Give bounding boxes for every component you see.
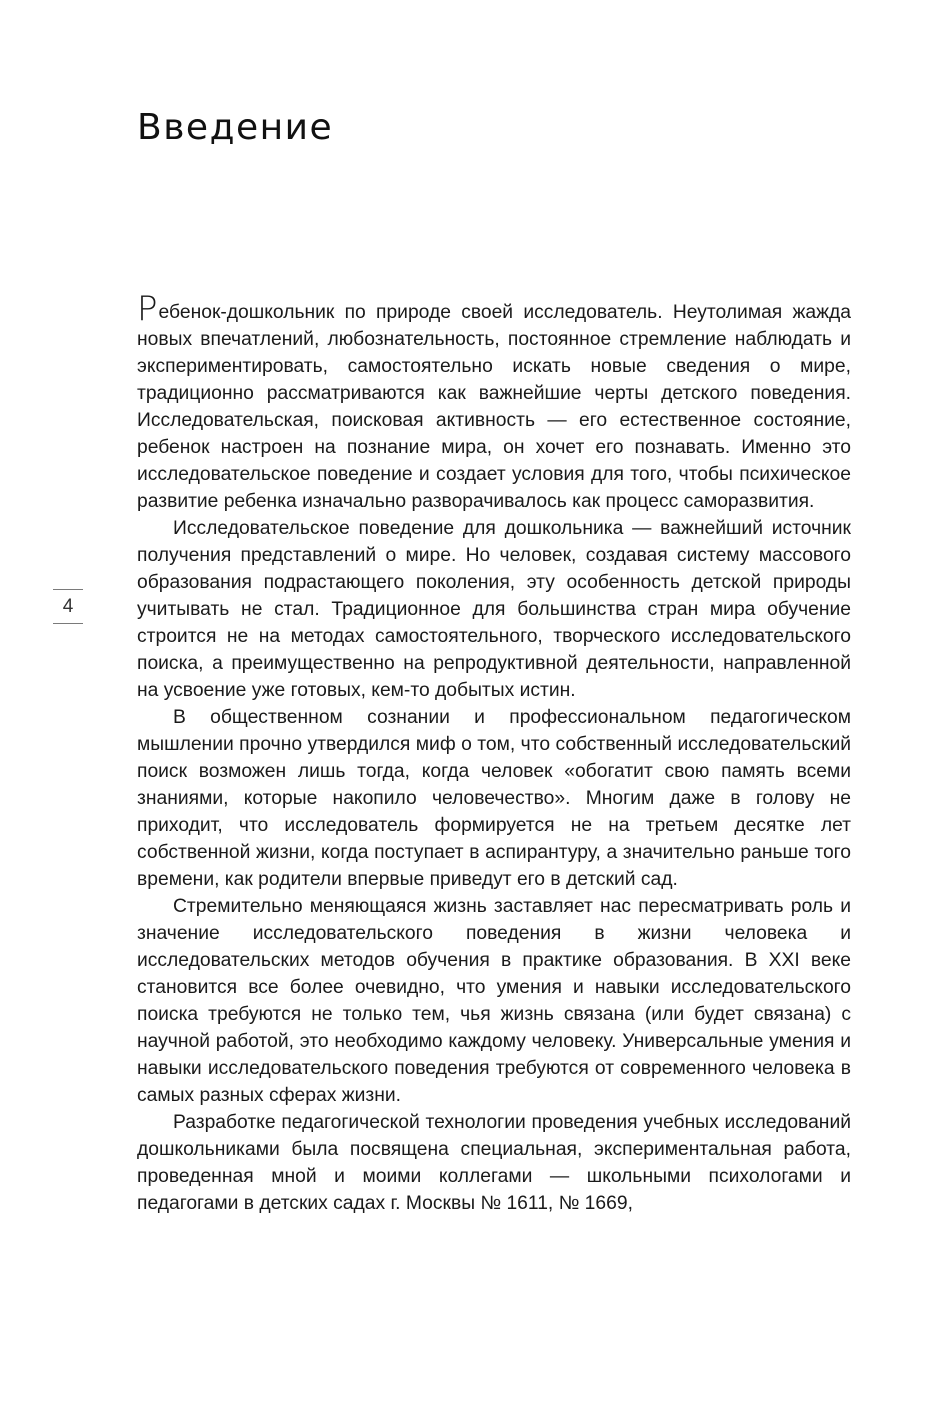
paragraph-1 (137, 289, 851, 515)
body-text (137, 289, 851, 1217)
page-number-bottom-rule (53, 623, 83, 624)
paragraph-3: В общественном сознании и профессиональном педагогическом мышлении прочно утвердился миф о том, что собственный исследовательский поиск возможен лишь тогда, когда человек «обогатит свою память всеми знаниями, которые накопило человечество». Многим даже в голову не приходит, что исследователь формируется не на третьем десятке лет собственной жизни, когда поступает в аспирантуру, а значительно раньше того времени, как родители впервые приведут его в детский сад. (137, 707, 851, 890)
chapter-title: Введение (137, 107, 334, 148)
page-number: 4 (62, 596, 74, 617)
drop-cap: Р (137, 289, 158, 329)
paragraph-4: Стремительно меняющаяся жизнь заставляет нас пересматривать роль и значение исследовательского поведения в жизни человека и исследовательских методов обучения в практике образования. В XXI веке становится все более очевидно, что умения и навыки исследовательского поиска требуются не только тем, чья жизнь связана (или будет связана) с научной работой, это необходимо каждому человеку. Универсальные умения и навыки исследовательского поведения требуются от современного человека в самых разных сферах жизни. (137, 896, 851, 1106)
paragraph-5: Разработке педагогической технологии проведения учебных исследований дошкольниками была посвящена специальная, экспериментальная работа, проведенная мной и моими коллегами — школьными психологами и педагогами в детских садах г. Москвы № 1611, № 1669, (137, 1112, 851, 1214)
paragraph-2: Исследовательское поведение для дошкольника — важнейший источник получения представлений о мире. Но человек, создавая систему массового образования подрастающего поколения, эту особенность детской природы учитывать не стал. Традиционное для большинства стран мира обучение строится не на методах самостоятельного, творческого исследовательского поиска, а преимущественно на репродуктивной деятельности, направленной на усвоение уже готовых, кем-то добытых истин. (137, 518, 851, 701)
paragraph-1-text: ебенок-дошкольник по природе своей исследователь. Неутолимая жажда новых впечатлений, любознательность, постоянное стремление наблюдать и экспериментировать, самостоятельно искать новые сведения о мире, традиционно рассматриваются как важнейшие черты детского поведения. Исследовательская, поисковая активность — его естественное состояние, ребенок настроен на познание мира, он хочет его познавать. Именно это исследовательское поведение и создает условия для того, чтобы психическое развитие ребенка изначально разворачивалось как процесс саморазвития. (137, 302, 851, 512)
page-number-marker (53, 589, 83, 624)
